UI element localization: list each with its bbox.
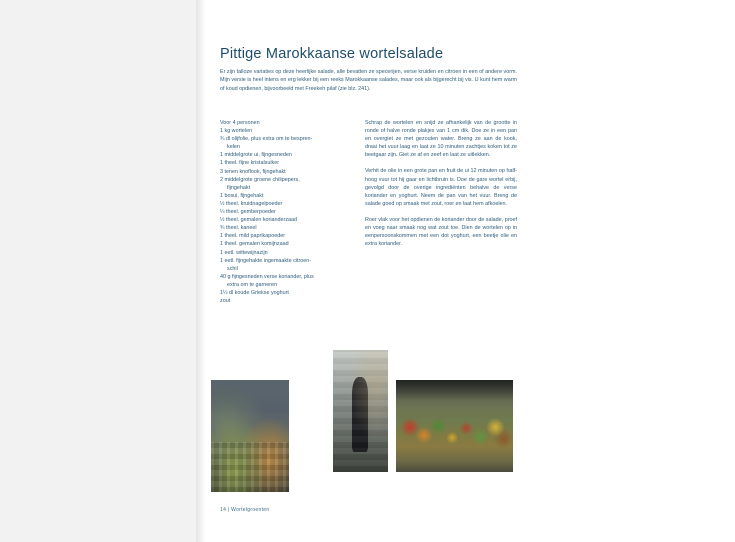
ingredient-item: 1¼ dl koude Griekse yoghurt	[220, 289, 289, 296]
ingredients-heading: Voor 4 personen	[220, 120, 260, 126]
ingredient-item: ½ theel. kruidnagelpoeder	[220, 200, 283, 207]
ingredient-item: ½ theel. gemalen korianderzaad	[220, 217, 298, 224]
ingredient-item: ¾ theel. kaneel	[220, 225, 257, 232]
ingredient-item: kelen	[227, 144, 240, 151]
ingredient-item: 1 theel. mild paprikapoeder	[220, 233, 286, 240]
method-text	[365, 119, 517, 256]
ingredient-item: 1 middelgrote ui, fijngesneden	[220, 152, 292, 159]
ingredient-item: 1 eetl. wittewijnazijn	[220, 249, 268, 256]
ingredient-item: 40 g fijngesneden verse koriander, plus	[220, 273, 314, 280]
ingredient-item: 1 theel. fijne kristalsuiker	[220, 160, 280, 167]
ingredient-item: 1 eetl. fijngehakte ingemaakte citroen-	[220, 257, 312, 264]
ingredient-item: ¼ theel. gemberpoeder	[220, 209, 276, 216]
page-gutter-shadow	[196, 0, 206, 542]
ingredient-item: schil	[227, 265, 238, 272]
page-title: Pittige Marokkaanse wortelsalade	[220, 46, 444, 62]
method-paragraph: Schrap de wortelen en snijd ze afhankelijk van de grootte in ronde of halve ronde plakjes van 1 cm dik. Doe ze in een pan en overgiet ze met gezouten water. Breng ze aan de kook, draai het vuur laag en laat ze 10 minuten zachtjes koken tot ze beetgaar zijn. Giet ze af en zeef en laat ze uitlekken.	[365, 120, 517, 159]
recipe-intro: Er zijn talloze variaties op deze heerlijke salade, alle bevatten ze specerijen, verse kruiden en citroen in een of andere vorm. Mijn versie is heel intens en erg lekker bij een reeks Marokkaanse salades, maar ook als bijgerecht bij vis. U kunt hem warm of koud opdienen, bijvoorbeeld met Freekeh pilaf (zie blz. 241).	[220, 69, 517, 92]
photo-market-crates-image	[211, 380, 289, 492]
ingredient-item: ¾ dl olijfolie, plus extra om te bespren-	[220, 136, 313, 143]
left-margin-strip	[0, 0, 196, 542]
ingredient-item: fijngehakt	[227, 184, 251, 191]
page-content	[206, 0, 735, 542]
ingredient-item: 2 middelgrote groene chilipepers,	[220, 176, 300, 183]
ingredient-item: 3 tenen knoflook, fijngehakt	[220, 168, 286, 175]
method-paragraph: Verhit de olie in een grote pan en fruit de ui 12 minuten op half-hoog vuur tot hij gaar en lichtbruin is. Doe de gare wortel erbij, gevolgd door de overige ingrediënten behalve de verse koriander en yoghurt. Neem de pan van het vuur. Breng de salade goed op smaak met zout, roer en laat hem afkoelen.	[365, 168, 517, 207]
ingredient-item: zout	[220, 298, 231, 305]
method-paragraph: Roer vlak voor het opdienen de koriander door de salade, proef en voeg naar smaak nog wat zout toe. Dien de wortelen op in eenpersoonskommen met een dot yoghurt, een beetje olie en extra koriander.	[365, 216, 517, 248]
ingredient-item: 1 kg wortelen	[220, 128, 253, 135]
photo-man-in-market-street-image	[333, 350, 388, 472]
page-folio: 14 | Wortelgroenten	[220, 507, 270, 513]
photo-vegetable-stall-image	[396, 380, 513, 472]
ingredient-item: 1 bosui, fijngehakt	[220, 192, 264, 199]
ingredient-item: 1 theel. gemalen komijnzaad	[220, 241, 289, 248]
ingredients-list	[220, 119, 346, 305]
photo-market-crates	[211, 380, 289, 492]
ingredient-item: extra om te garneren	[227, 281, 278, 288]
photo-man-in-market-street	[333, 350, 388, 472]
photo-vegetable-stall	[396, 380, 513, 472]
